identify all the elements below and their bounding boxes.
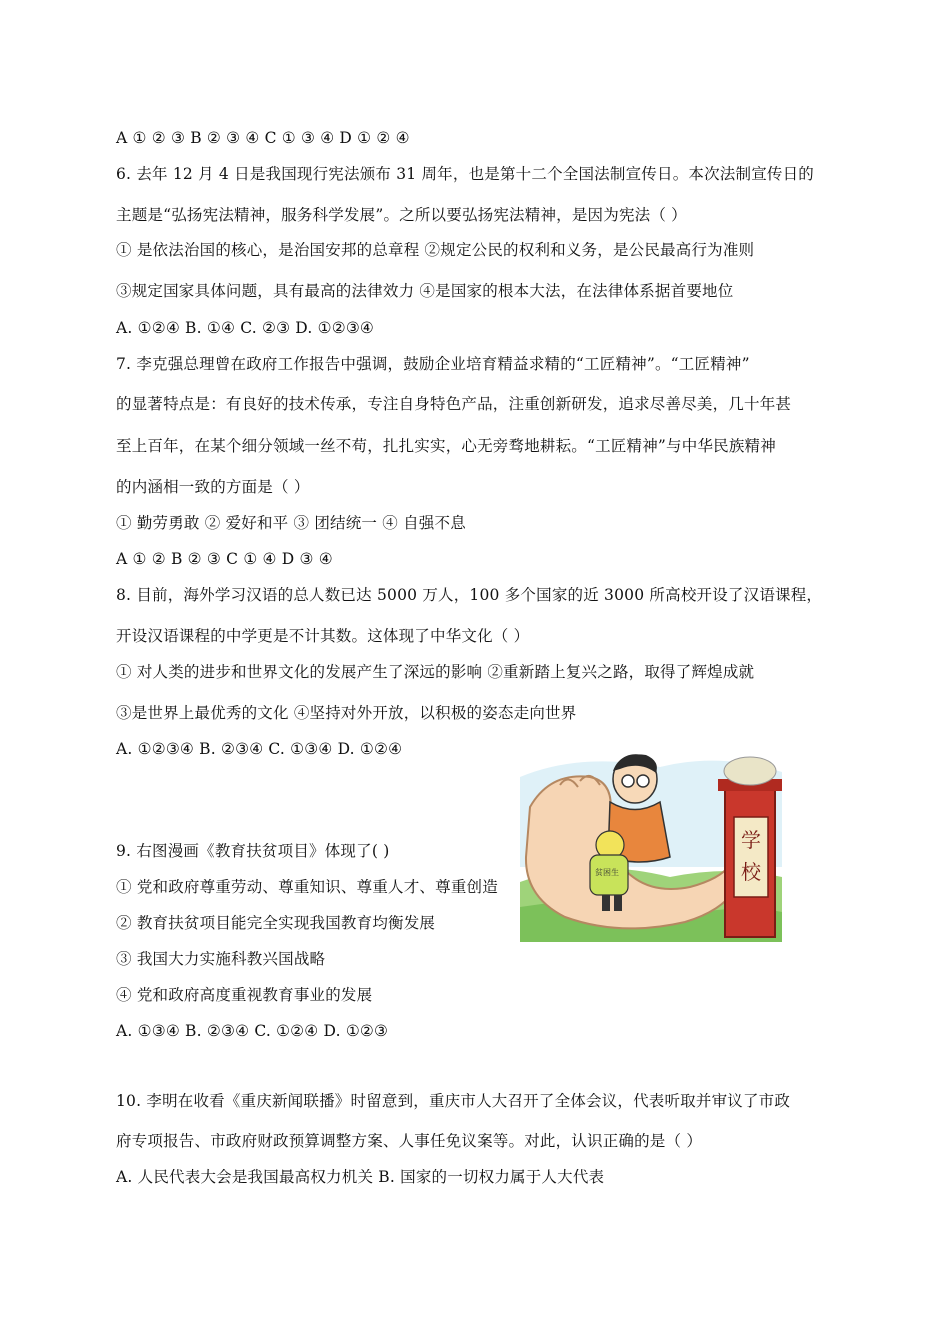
q9-statement-2: ② 教育扶贫项目能完全实现我国教育均衡发展 [116,914,436,932]
q6-stem-line-2: 主题是“弘扬宪法精神，服务科学发展”。之所以要弘扬宪法精神，是因为宪法（ ） [116,206,687,224]
q8-options: A. ①②③④ B. ②③④ C. ①③④ D. ①②④ [116,740,403,758]
school-sign-char-2: 校 [741,860,761,884]
q10-stem-line-1: 10. 李明在收看《重庆新闻联播》时留意到，重庆市人大召开了全体会议，代表听取并审议了市政 [116,1092,791,1110]
q9-stem: 9. 右图漫画《教育扶贫项目》体现了( ) [116,842,390,860]
q5-options: A ① ② ③ B ② ③ ④ C ① ③ ④ D ① ② ④ [116,129,410,147]
q10-stem-line-2: 府专项报告、市政府财政预算调整方案、人事任免议案等。对此，认识正确的是（ ） [116,1132,703,1150]
q7-stem-line-2: 的显著特点是：有良好的技术传承，专注自身特色产品，注重创新研发，追求尽善尽美，几十年甚 [116,395,792,413]
q7-statements: ① 勤劳勇敢 ② 爱好和平 ③ 团结统一 ④ 自强不息 [116,514,466,532]
q9-statement-1: ① 党和政府尊重劳动、尊重知识、尊重人才、尊重创造 [116,878,498,896]
student-label: 贫困生 [595,868,619,877]
q7-stem-line-4: 的内涵相一致的方面是（ ） [116,478,310,496]
q9-statement-4: ④ 党和政府高度重视教育事业的发展 [116,986,373,1004]
q8-stem-line-1: 8. 目前，海外学习汉语的总人数已达 5000 万人，100 多个国家的近 3000 所高校开设了汉语课程， [116,586,823,604]
q7-stem-line-3: 至上百年，在某个细分领域一丝不苟，扎扎实实，心无旁骛地耕耘。“工匠精神”与中华民族精神 [116,437,776,455]
q7-stem-line-1: 7. 李克强总理曾在政府工作报告中强调，鼓励企业培育精益求精的“工匠精神”。“工匠精神” [116,355,750,373]
q8-stem-line-2: 开设汉语课程的中学更是不计其数。这体现了中华文化（ ） [116,627,530,645]
q6-statements-1: ① 是依法治国的核心，是治国安邦的总章程 ②规定公民的权利和义务，是公民最高行为准则 [116,241,755,259]
q6-stem-line-1: 6. 去年 12 月 4 日是我国现行宪法颁布 31 周年，也是第十二个全国法制宣传日。本次法制宣传日的 [116,165,814,183]
q8-statements-1: ① 对人类的进步和世界文化的发展产生了深远的影响 ②重新踏上复兴之路，取得了辉煌成就 [116,663,755,681]
q9-statement-3: ③ 我国大力实施科教兴国战略 [116,950,326,968]
education-poverty-cartoon [520,747,782,942]
q8-statements-2: ③是世界上最优秀的文化 ④坚持对外开放，以积极的姿态走向世界 [116,704,577,722]
q6-options: A. ①②④ B. ①④ C. ②③ D. ①②③④ [116,319,375,337]
q10-options-ab: A. 人民代表大会是我国最高权力机关 B. 国家的一切权力属于人大代表 [116,1168,605,1186]
school-sign-char-1: 学 [741,828,761,852]
q7-options: A ① ② B ② ③ C ① ④ D ③ ④ [116,550,333,568]
q6-statements-2: ③规定国家具体问题，具有最高的法律效力 ④是国家的根本大法，在法律体系据首要地位 [116,282,734,300]
q9-options: A. ①③④ B. ②③④ C. ①②④ D. ①②③ [116,1022,389,1040]
